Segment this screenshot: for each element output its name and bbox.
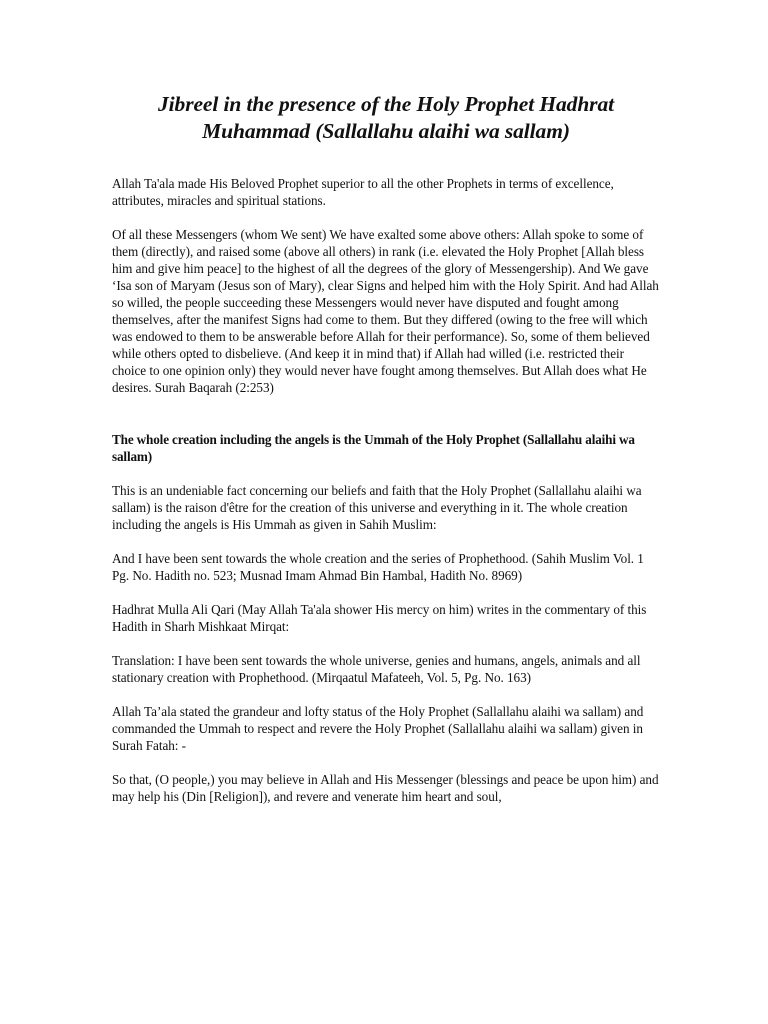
section-heading: The whole creation including the angels is the Ummah of the Holy Prophet (Sallallahu alaihi wa sallam): [112, 432, 635, 464]
page-title: Jibreel in the presence of the Holy Prophet Hadhrat Muhammad (Sallallahu alaihi wa sallam): [158, 92, 614, 143]
section-paragraph-2: And I have been sent towards the whole creation and the series of Prophethood. (Sahih Muslim Vol. 1 Pg. No. Hadith no. 523; Musnad Imam Ahmad Bin Hambal, Hadith No. 8969): [112, 551, 644, 583]
section-paragraph-5: Allah Ta’ala stated the grandeur and lofty status of the Holy Prophet (Sallallahu alaihi wa sallam) and commanded the Ummah to respect and revere the Holy Prophet (Sallallahu alaihi wa sallam) given in Surah Fatah: -: [112, 704, 644, 753]
section-paragraph-1: This is an undeniable fact concerning our beliefs and faith that the Holy Prophet (Sallallahu alaihi wa sallam) is the raison d'être for the creation of this universe and everything in it. The whole creation including the angels is His Ummah as given in Sahih Muslim:: [112, 483, 642, 532]
section-paragraph-4: Translation: I have been sent towards the whole universe, genies and humans, angels, animals and all stationary creation with Prophethood. (Mirqaatul Mafateeh, Vol. 5, Pg. No. 163): [112, 653, 641, 685]
section-paragraph-3: Hadhrat Mulla Ali Qari (May Allah Ta'ala shower His mercy on him) writes in the commentary of this Hadith in Sharh Mishkaat Mirqat:: [112, 602, 647, 634]
section-paragraph-6: So that, (O people,) you may believe in Allah and His Messenger (blessings and peace be upon him) and may help his (Din [Religion]), and revere and venerate him heart and soul,: [112, 772, 659, 804]
intro-paragraph-2: Of all these Messengers (whom We sent) We have exalted some above others: Allah spoke to some of them (directly), and raised some (above all others) in rank (i.e. elevated the Holy Prophet [Allah bless him and give him peace] to the highest of all the degrees of the glory of Messengership). And We gave ‘Isa son of Maryam (Jesus son of Mary), clear Signs and helped him with the Holy Spirit. And had Allah so willed, the people succeeding these Messengers would never have disputed and fought among themselves, after the manifest Signs had come to them. But they differed (owing to the free will which was endowed to them to be answerable before Allah for their performance). So, some of them believed while others opted to disbelieve. (And keep it in mind that) if Allah had willed (i.e. restricted their choice to one opinion only) they would never have fought among themselves. But Allah does what He desires. Surah Baqarah (2:253): [112, 227, 659, 395]
intro-paragraph-1: Allah Ta'ala made His Beloved Prophet superior to all the other Prophets in terms of excellence, attributes, miracles and spiritual stations.: [112, 176, 614, 208]
document-page: [112, 0, 660, 805]
